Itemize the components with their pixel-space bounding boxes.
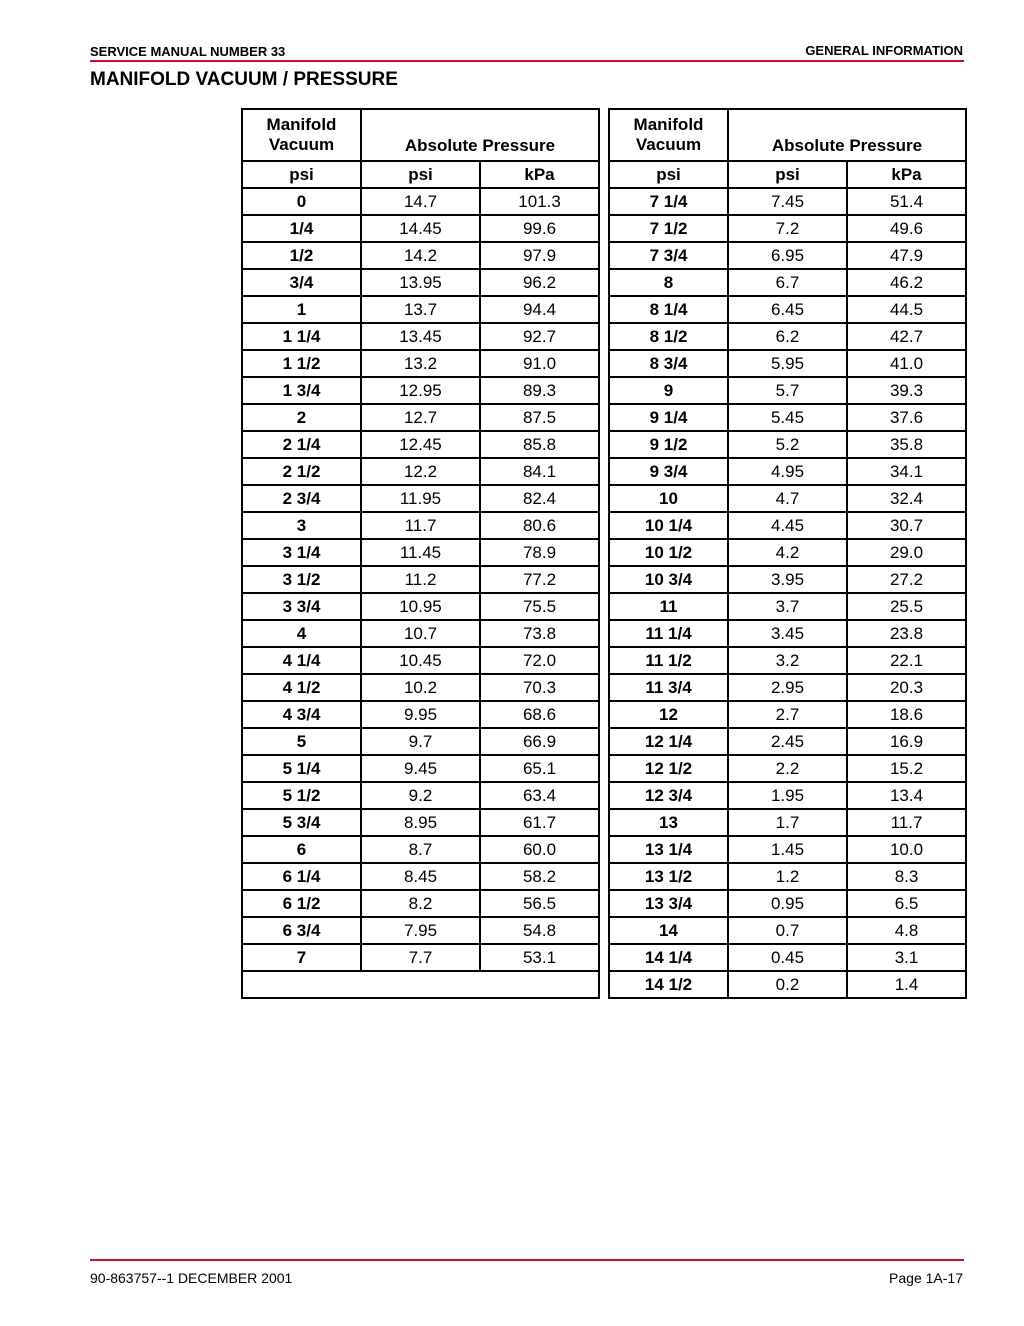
table-row (609, 458, 966, 485)
vacuum-psi-cell: 1 3/4 (242, 377, 361, 404)
vacuum-psi-cell: 4 (242, 620, 361, 647)
table-row (242, 431, 599, 458)
absolute-psi-cell: 6.95 (728, 242, 847, 269)
vacuum-psi-cell: 11 1/4 (609, 620, 728, 647)
vacuum-psi-cell: 2 1/2 (242, 458, 361, 485)
document-number: 90-863757--1 DECEMBER 2001 (90, 1270, 293, 1286)
right-table-body (609, 188, 966, 998)
table-row (242, 188, 599, 215)
vacuum-psi-cell: 12 1/4 (609, 728, 728, 755)
vacuum-psi-cell: 13 1/2 (609, 863, 728, 890)
table-row (242, 809, 599, 836)
absolute-kpa-cell: 96.2 (480, 269, 599, 296)
absolute-psi-cell: 2.7 (728, 701, 847, 728)
vacuum-psi-cell: 8 1/4 (609, 296, 728, 323)
table-row (609, 485, 966, 512)
absolute-psi-cell: 8.2 (361, 890, 480, 917)
vacuum-psi-cell: 2 3/4 (242, 485, 361, 512)
table-row (242, 647, 599, 674)
absolute-psi-cell: 6.2 (728, 323, 847, 350)
absolute-kpa-cell: 65.1 (480, 755, 599, 782)
absolute-kpa-cell: 25.5 (847, 593, 966, 620)
absolute-kpa-cell: 29.0 (847, 539, 966, 566)
absolute-kpa-cell: 89.3 (480, 377, 599, 404)
absolute-psi-cell: 7.95 (361, 917, 480, 944)
absolute-kpa-cell: 80.6 (480, 512, 599, 539)
vacuum-psi-cell: 12 3/4 (609, 782, 728, 809)
table-row (609, 323, 966, 350)
vacuum-psi-cell: 9 1/4 (609, 404, 728, 431)
table-row (242, 404, 599, 431)
table-row (242, 836, 599, 863)
absolute-kpa-cell: 44.5 (847, 296, 966, 323)
vacuum-psi-cell: 8 1/2 (609, 323, 728, 350)
table-row (242, 296, 599, 323)
absolute-psi-cell: 8.95 (361, 809, 480, 836)
section-name: GENERAL INFORMATION (805, 43, 963, 58)
absolute-psi-cell: 0.95 (728, 890, 847, 917)
table-row (242, 458, 599, 485)
absolute-kpa-cell: 56.5 (480, 890, 599, 917)
vacuum-psi-cell: 1/4 (242, 215, 361, 242)
absolute-psi-cell: 14.2 (361, 242, 480, 269)
empty-row (242, 971, 599, 998)
header-manifold: Manifold (633, 115, 704, 134)
absolute-psi-cell: 6.7 (728, 269, 847, 296)
table-row (609, 863, 966, 890)
vacuum-psi-cell: 1 1/4 (242, 323, 361, 350)
absolute-psi-cell: 7.45 (728, 188, 847, 215)
absolute-kpa-cell: 70.3 (480, 674, 599, 701)
absolute-kpa-cell: 23.8 (847, 620, 966, 647)
absolute-kpa-cell: 39.3 (847, 377, 966, 404)
absolute-psi-cell: 5.2 (728, 431, 847, 458)
header-manifold-vacuum (242, 109, 361, 161)
absolute-psi-cell: 12.7 (361, 404, 480, 431)
absolute-kpa-cell: 97.9 (480, 242, 599, 269)
vacuum-psi-cell: 9 (609, 377, 728, 404)
absolute-psi-cell: 10.95 (361, 593, 480, 620)
absolute-kpa-cell: 20.3 (847, 674, 966, 701)
absolute-kpa-cell: 63.4 (480, 782, 599, 809)
absolute-kpa-cell: 94.4 (480, 296, 599, 323)
absolute-psi-cell: 5.45 (728, 404, 847, 431)
vacuum-psi-cell: 9 3/4 (609, 458, 728, 485)
absolute-psi-cell: 4.45 (728, 512, 847, 539)
header-vacuum-psi: psi (609, 161, 728, 188)
table-row (242, 701, 599, 728)
absolute-kpa-cell: 78.9 (480, 539, 599, 566)
table-row (242, 539, 599, 566)
vacuum-psi-cell: 3 (242, 512, 361, 539)
vacuum-psi-cell: 11 (609, 593, 728, 620)
vacuum-psi-cell: 0 (242, 188, 361, 215)
absolute-kpa-cell: 91.0 (480, 350, 599, 377)
vacuum-psi-cell: 13 3/4 (609, 890, 728, 917)
footer-rule (90, 1259, 964, 1261)
absolute-kpa-cell: 34.1 (847, 458, 966, 485)
table-row (609, 350, 966, 377)
vacuum-psi-cell: 8 3/4 (609, 350, 728, 377)
table-row (609, 296, 966, 323)
table-row (242, 350, 599, 377)
table-row (242, 944, 599, 971)
vacuum-psi-cell: 7 1/2 (609, 215, 728, 242)
absolute-psi-cell: 8.45 (361, 863, 480, 890)
absolute-psi-cell: 14.45 (361, 215, 480, 242)
absolute-kpa-cell: 3.1 (847, 944, 966, 971)
absolute-psi-cell: 9.2 (361, 782, 480, 809)
pressure-table-right (608, 108, 967, 999)
absolute-kpa-cell: 60.0 (480, 836, 599, 863)
table-row (609, 701, 966, 728)
absolute-kpa-cell: 8.3 (847, 863, 966, 890)
absolute-psi-cell: 5.95 (728, 350, 847, 377)
pressure-table-left (241, 108, 600, 999)
absolute-kpa-cell: 4.8 (847, 917, 966, 944)
left-table-body (242, 188, 599, 971)
absolute-kpa-cell: 84.1 (480, 458, 599, 485)
vacuum-psi-cell: 6 (242, 836, 361, 863)
absolute-psi-cell: 13.95 (361, 269, 480, 296)
header-vacuum: Vacuum (268, 135, 335, 154)
vacuum-psi-cell: 3 3/4 (242, 593, 361, 620)
vacuum-psi-cell: 2 (242, 404, 361, 431)
absolute-psi-cell: 7.2 (728, 215, 847, 242)
table-row (242, 620, 599, 647)
vacuum-psi-cell: 6 1/2 (242, 890, 361, 917)
absolute-kpa-cell: 35.8 (847, 431, 966, 458)
absolute-kpa-cell: 61.7 (480, 809, 599, 836)
table-row (242, 755, 599, 782)
absolute-psi-cell: 12.95 (361, 377, 480, 404)
absolute-psi-cell: 10.2 (361, 674, 480, 701)
absolute-psi-cell: 11.7 (361, 512, 480, 539)
vacuum-psi-cell: 12 1/2 (609, 755, 728, 782)
absolute-kpa-cell: 13.4 (847, 782, 966, 809)
header-rule (90, 60, 964, 62)
absolute-kpa-cell: 53.1 (480, 944, 599, 971)
vacuum-psi-cell: 3 1/4 (242, 539, 361, 566)
table-row (609, 944, 966, 971)
absolute-kpa-cell: 51.4 (847, 188, 966, 215)
absolute-kpa-cell: 22.1 (847, 647, 966, 674)
absolute-kpa-cell: 42.7 (847, 323, 966, 350)
table-row (609, 242, 966, 269)
vacuum-psi-cell: 10 3/4 (609, 566, 728, 593)
absolute-kpa-cell: 18.6 (847, 701, 966, 728)
table-row (242, 917, 599, 944)
absolute-psi-cell: 13.7 (361, 296, 480, 323)
header-vacuum-psi: psi (242, 161, 361, 188)
vacuum-psi-cell: 11 1/2 (609, 647, 728, 674)
table-row (609, 782, 966, 809)
absolute-psi-cell: 11.2 (361, 566, 480, 593)
absolute-psi-cell: 0.2 (728, 971, 847, 998)
absolute-psi-cell: 9.7 (361, 728, 480, 755)
absolute-psi-cell: 1.2 (728, 863, 847, 890)
absolute-kpa-cell: 75.5 (480, 593, 599, 620)
table-row (609, 377, 966, 404)
absolute-psi-cell: 10.45 (361, 647, 480, 674)
absolute-psi-cell: 11.95 (361, 485, 480, 512)
vacuum-psi-cell: 14 1/2 (609, 971, 728, 998)
table-row (609, 890, 966, 917)
absolute-kpa-cell: 1.4 (847, 971, 966, 998)
absolute-psi-cell: 4.2 (728, 539, 847, 566)
absolute-kpa-cell: 54.8 (480, 917, 599, 944)
absolute-kpa-cell: 16.9 (847, 728, 966, 755)
table-row (609, 917, 966, 944)
absolute-kpa-cell: 66.9 (480, 728, 599, 755)
absolute-psi-cell: 2.45 (728, 728, 847, 755)
table-row (242, 890, 599, 917)
vacuum-psi-cell: 7 1/4 (609, 188, 728, 215)
vacuum-psi-cell: 10 1/4 (609, 512, 728, 539)
absolute-kpa-cell: 92.7 (480, 323, 599, 350)
table-row (242, 863, 599, 890)
absolute-kpa-cell: 11.7 (847, 809, 966, 836)
absolute-kpa-cell: 41.0 (847, 350, 966, 377)
absolute-psi-cell: 13.2 (361, 350, 480, 377)
absolute-psi-cell: 10.7 (361, 620, 480, 647)
vacuum-psi-cell: 4 3/4 (242, 701, 361, 728)
vacuum-psi-cell: 10 1/2 (609, 539, 728, 566)
vacuum-psi-cell: 14 1/4 (609, 944, 728, 971)
absolute-kpa-cell: 27.2 (847, 566, 966, 593)
absolute-psi-cell: 9.95 (361, 701, 480, 728)
absolute-psi-cell: 2.95 (728, 674, 847, 701)
header-vacuum: Vacuum (635, 135, 702, 154)
absolute-kpa-cell: 99.6 (480, 215, 599, 242)
table-row (242, 566, 599, 593)
table-row (609, 566, 966, 593)
table-row (609, 188, 966, 215)
header-abs-psi: psi (728, 161, 847, 188)
vacuum-psi-cell: 5 3/4 (242, 809, 361, 836)
table-row (242, 728, 599, 755)
absolute-psi-cell: 3.2 (728, 647, 847, 674)
vacuum-psi-cell: 5 (242, 728, 361, 755)
vacuum-psi-cell: 12 (609, 701, 728, 728)
absolute-kpa-cell: 72.0 (480, 647, 599, 674)
absolute-psi-cell: 6.45 (728, 296, 847, 323)
vacuum-psi-cell: 4 1/2 (242, 674, 361, 701)
absolute-kpa-cell: 58.2 (480, 863, 599, 890)
absolute-psi-cell: 13.45 (361, 323, 480, 350)
absolute-psi-cell: 7.7 (361, 944, 480, 971)
absolute-kpa-cell: 15.2 (847, 755, 966, 782)
table-row (242, 782, 599, 809)
vacuum-psi-cell: 5 1/2 (242, 782, 361, 809)
vacuum-psi-cell: 7 (242, 944, 361, 971)
vacuum-psi-cell: 11 3/4 (609, 674, 728, 701)
absolute-kpa-cell: 77.2 (480, 566, 599, 593)
vacuum-psi-cell: 6 3/4 (242, 917, 361, 944)
absolute-psi-cell: 5.7 (728, 377, 847, 404)
table-row (609, 836, 966, 863)
absolute-psi-cell: 4.7 (728, 485, 847, 512)
table-row (242, 269, 599, 296)
header-absolute-pressure: Absolute Pressure (361, 109, 599, 161)
table-row (242, 215, 599, 242)
table-row (609, 647, 966, 674)
absolute-kpa-cell: 101.3 (480, 188, 599, 215)
table-row (609, 971, 966, 998)
header-absolute-pressure: Absolute Pressure (728, 109, 966, 161)
absolute-kpa-cell: 49.6 (847, 215, 966, 242)
absolute-psi-cell: 8.7 (361, 836, 480, 863)
absolute-psi-cell: 9.45 (361, 755, 480, 782)
absolute-psi-cell: 0.45 (728, 944, 847, 971)
absolute-psi-cell: 14.7 (361, 188, 480, 215)
absolute-psi-cell: 3.45 (728, 620, 847, 647)
absolute-kpa-cell: 10.0 (847, 836, 966, 863)
absolute-kpa-cell: 47.9 (847, 242, 966, 269)
absolute-psi-cell: 0.7 (728, 917, 847, 944)
vacuum-psi-cell: 13 (609, 809, 728, 836)
header-abs-psi: psi (361, 161, 480, 188)
vacuum-psi-cell: 9 1/2 (609, 431, 728, 458)
table-row (609, 755, 966, 782)
vacuum-psi-cell: 3 1/2 (242, 566, 361, 593)
vacuum-psi-cell: 1 1/2 (242, 350, 361, 377)
page-title: MANIFOLD VACUUM / PRESSURE (90, 69, 398, 90)
absolute-psi-cell: 11.45 (361, 539, 480, 566)
header-abs-kpa: kPa (847, 161, 966, 188)
vacuum-psi-cell: 13 1/4 (609, 836, 728, 863)
table-row (609, 431, 966, 458)
vacuum-psi-cell: 6 1/4 (242, 863, 361, 890)
table-row (609, 539, 966, 566)
page-number: Page 1A-17 (889, 1270, 963, 1286)
vacuum-psi-cell: 2 1/4 (242, 431, 361, 458)
absolute-kpa-cell: 87.5 (480, 404, 599, 431)
table-row (609, 512, 966, 539)
vacuum-psi-cell: 4 1/4 (242, 647, 361, 674)
table-row (242, 674, 599, 701)
absolute-kpa-cell: 68.6 (480, 701, 599, 728)
vacuum-psi-cell: 8 (609, 269, 728, 296)
table-row (609, 593, 966, 620)
table-row (609, 404, 966, 431)
absolute-psi-cell: 4.95 (728, 458, 847, 485)
table-row (242, 377, 599, 404)
table-row (242, 485, 599, 512)
absolute-psi-cell: 1.7 (728, 809, 847, 836)
absolute-psi-cell: 12.45 (361, 431, 480, 458)
table-row (242, 593, 599, 620)
table-row (609, 269, 966, 296)
absolute-kpa-cell: 37.6 (847, 404, 966, 431)
absolute-kpa-cell: 32.4 (847, 485, 966, 512)
absolute-psi-cell: 2.2 (728, 755, 847, 782)
vacuum-psi-cell: 5 1/4 (242, 755, 361, 782)
table-row (609, 728, 966, 755)
absolute-psi-cell: 1.95 (728, 782, 847, 809)
table-row (242, 242, 599, 269)
vacuum-psi-cell: 3/4 (242, 269, 361, 296)
absolute-kpa-cell: 46.2 (847, 269, 966, 296)
vacuum-psi-cell: 7 3/4 (609, 242, 728, 269)
table-row (242, 323, 599, 350)
table-row (609, 215, 966, 242)
vacuum-psi-cell: 10 (609, 485, 728, 512)
header-manifold: Manifold (266, 115, 337, 134)
table-row (609, 620, 966, 647)
absolute-psi-cell: 12.2 (361, 458, 480, 485)
header-manifold-vacuum (609, 109, 728, 161)
table-row (609, 809, 966, 836)
absolute-psi-cell: 1.45 (728, 836, 847, 863)
header-abs-kpa: kPa (480, 161, 599, 188)
absolute-kpa-cell: 73.8 (480, 620, 599, 647)
absolute-psi-cell: 3.95 (728, 566, 847, 593)
vacuum-psi-cell: 1/2 (242, 242, 361, 269)
absolute-kpa-cell: 30.7 (847, 512, 966, 539)
absolute-kpa-cell: 82.4 (480, 485, 599, 512)
vacuum-psi-cell: 14 (609, 917, 728, 944)
table-row (242, 512, 599, 539)
absolute-psi-cell: 3.7 (728, 593, 847, 620)
vacuum-psi-cell: 1 (242, 296, 361, 323)
table-row (609, 674, 966, 701)
manual-number: SERVICE MANUAL NUMBER 33 (90, 44, 286, 59)
absolute-kpa-cell: 85.8 (480, 431, 599, 458)
absolute-kpa-cell: 6.5 (847, 890, 966, 917)
